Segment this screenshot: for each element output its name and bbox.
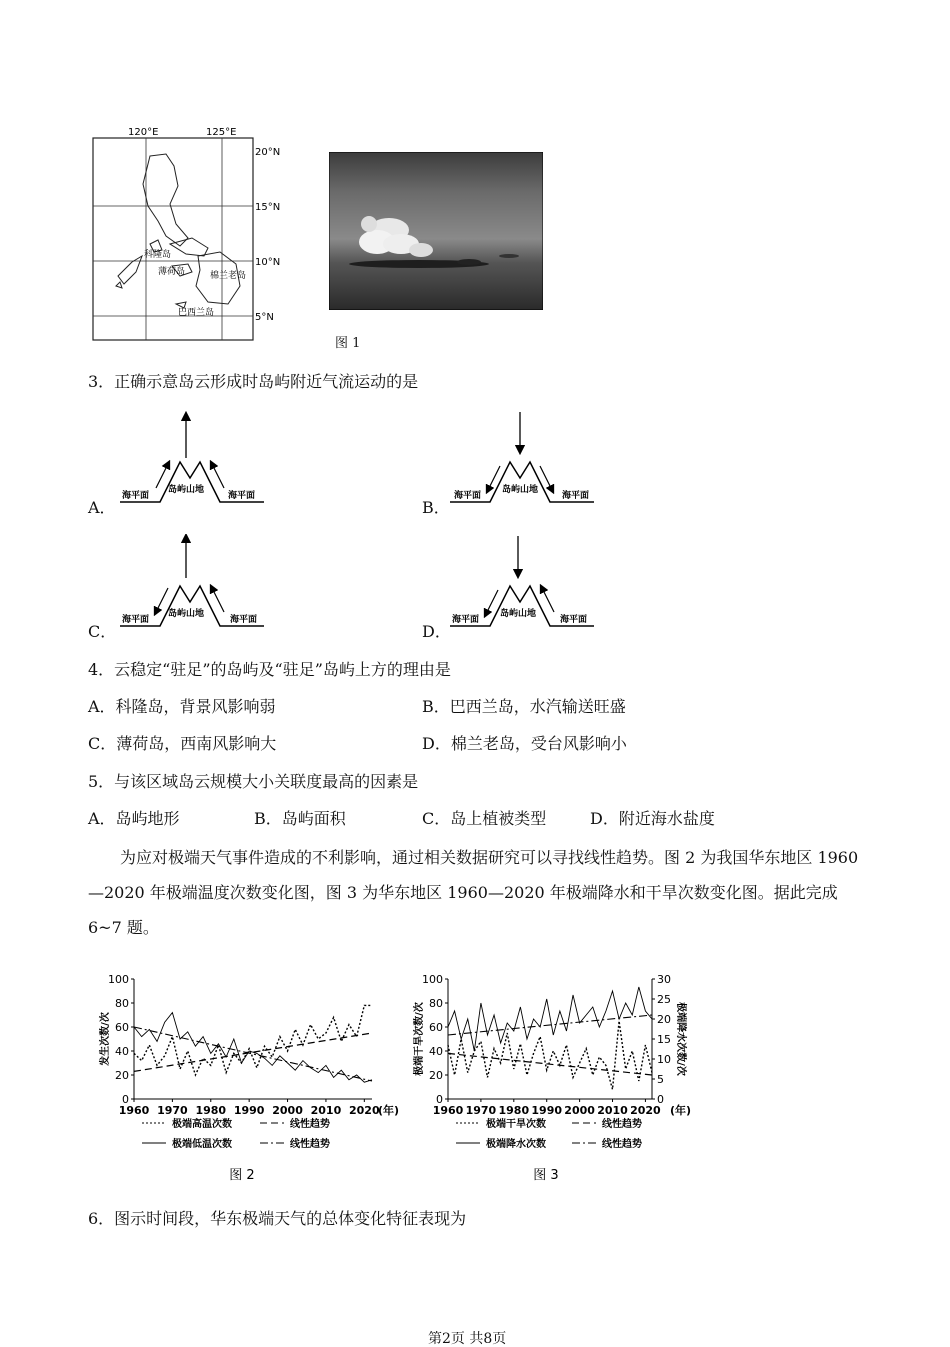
y2-tick-label: 20 bbox=[657, 1013, 671, 1026]
y-tick-label: 40 bbox=[429, 1045, 443, 1058]
lat-label-5: 5°N bbox=[255, 312, 274, 323]
q3-option-b-letter[interactable]: B． bbox=[422, 498, 450, 517]
y-tick-label: 80 bbox=[115, 997, 129, 1010]
y2-tick-label: 30 bbox=[657, 973, 671, 986]
sea-label-d2: 海平面 bbox=[560, 615, 588, 625]
y-tick-label: 60 bbox=[429, 1021, 443, 1034]
lon-label-120: 120°E bbox=[128, 127, 159, 138]
sea-label-c2: 海平面 bbox=[230, 615, 258, 625]
y-axis-title: 发生次数/次 bbox=[100, 1012, 111, 1066]
x-tick-label: 1980 bbox=[195, 1104, 227, 1117]
q5-option-c[interactable]: C．岛上植被类型 bbox=[422, 809, 547, 828]
figure1-map bbox=[88, 126, 308, 344]
y-tick-label: 60 bbox=[115, 1021, 129, 1034]
x-tick-label: 1990 bbox=[233, 1104, 265, 1117]
q3-option-c-letter[interactable]: C． bbox=[88, 622, 117, 641]
x-tick-label: 1970 bbox=[465, 1104, 497, 1117]
passage-text: 为应对极端天气事件造成的不利影响，通过相关数据研究可以寻找线性趋势。图 2 为我国华东地区 1960—2020 年极端温度次数变化图，图 3 为华东地区 1960—2020 年极端降水和干旱次数变化图。据此完成 6~7 题。 bbox=[88, 848, 859, 937]
x-tick-label: 2020 bbox=[630, 1104, 661, 1117]
y-tick-label: 0 bbox=[436, 1093, 443, 1106]
q3-option-d-letter[interactable]: D． bbox=[422, 622, 451, 641]
chart-caption: 图 2 bbox=[229, 1168, 255, 1183]
lat-label-15: 15°N bbox=[255, 202, 281, 213]
island-label-d: 岛屿山地 bbox=[500, 609, 537, 619]
place-coron: 科隆岛 bbox=[144, 250, 172, 260]
x-unit-label: (年) bbox=[378, 1104, 400, 1117]
legend-label-0: 极端高温次数 bbox=[172, 1119, 232, 1130]
y2-tick-label: 0 bbox=[657, 1093, 664, 1106]
y-tick-label: 80 bbox=[429, 997, 443, 1010]
q5-option-b[interactable]: B．岛屿面积 bbox=[254, 809, 346, 828]
y-tick-label: 0 bbox=[122, 1093, 129, 1106]
legend-label-1: 线性趋势 bbox=[602, 1119, 642, 1130]
series-line-2 bbox=[448, 987, 652, 1051]
lat-label-10: 10°N bbox=[255, 257, 281, 268]
legend-label-3: 线性趋势 bbox=[602, 1139, 642, 1150]
q4-option-d[interactable]: D．棉兰老岛，受台风影响小 bbox=[422, 734, 627, 753]
x-tick-label: 1960 bbox=[432, 1104, 464, 1117]
x-tick-label: 2010 bbox=[310, 1104, 342, 1117]
y2-tick-label: 25 bbox=[657, 993, 671, 1006]
q5-option-d[interactable]: D．附近海水盐度 bbox=[590, 809, 715, 828]
place-basilan: 巴西兰岛 bbox=[178, 308, 215, 318]
sea-label-a1: 海平面 bbox=[122, 491, 150, 501]
y-tick-label: 20 bbox=[429, 1069, 443, 1082]
x-tick-label: 2010 bbox=[597, 1104, 628, 1117]
series-line-1 bbox=[448, 1053, 652, 1075]
x-tick-label: 1960 bbox=[118, 1104, 150, 1117]
sea-label-d1: 海平面 bbox=[452, 615, 480, 625]
place-mindanao: 棉兰老岛 bbox=[210, 271, 247, 281]
q4-stem: 4．云稳定“驻足”的岛屿及“驻足”岛屿上方的理由是 bbox=[88, 660, 451, 679]
figure3-chart bbox=[408, 965, 708, 1191]
y2-axis-title: 极端降水次数/次 bbox=[675, 1002, 686, 1076]
q5-option-a[interactable]: A．岛屿地形 bbox=[88, 809, 180, 828]
q4-option-b[interactable]: B．巴西兰岛，水汽输送旺盛 bbox=[422, 697, 626, 716]
page-footer: 第2页 共8页 bbox=[428, 1331, 507, 1347]
legend-label-2: 极端降水次数 bbox=[486, 1139, 546, 1150]
x-tick-label: 1990 bbox=[531, 1104, 563, 1117]
x-tick-label: 2000 bbox=[272, 1104, 303, 1117]
q3-diagram-d[interactable] bbox=[448, 534, 608, 638]
sea-label-b2: 海平面 bbox=[562, 491, 590, 501]
x-tick-label: 1980 bbox=[498, 1104, 530, 1117]
sea-label-a2: 海平面 bbox=[228, 491, 256, 501]
lat-label-20: 20°N bbox=[255, 147, 281, 158]
y-tick-label: 20 bbox=[115, 1069, 129, 1082]
island-label-b: 岛屿山地 bbox=[502, 485, 539, 495]
y2-tick-label: 10 bbox=[657, 1053, 671, 1066]
series-line-0 bbox=[448, 1021, 652, 1089]
q4-option-a[interactable]: A．科隆岛，背景风影响弱 bbox=[88, 697, 276, 716]
legend-label-1: 线性趋势 bbox=[290, 1119, 330, 1130]
y-tick-label: 40 bbox=[115, 1045, 129, 1058]
x-unit-label: (年) bbox=[670, 1104, 692, 1117]
x-tick-label: 2020 bbox=[349, 1104, 380, 1117]
y-axis-title: 极端干旱次数/次 bbox=[414, 1002, 425, 1076]
lon-label-125: 125°E bbox=[206, 127, 237, 138]
q3-diagram-a[interactable] bbox=[118, 410, 278, 514]
legend-label-2: 极端低温次数 bbox=[172, 1139, 232, 1150]
island-label-a: 岛屿山地 bbox=[168, 485, 205, 495]
q5-stem: 5．与该区域岛云规模大小关联度最高的因素是 bbox=[88, 772, 419, 791]
series-line-2 bbox=[134, 1013, 372, 1083]
island-label-c: 岛屿山地 bbox=[168, 609, 205, 619]
q3-option-a-letter[interactable]: A． bbox=[88, 498, 116, 517]
legend-label-3: 线性趋势 bbox=[290, 1139, 330, 1150]
x-tick-label: 1970 bbox=[157, 1104, 188, 1117]
chart-caption: 图 3 bbox=[533, 1168, 559, 1183]
q3-diagram-b[interactable] bbox=[448, 410, 608, 514]
x-tick-label: 2000 bbox=[564, 1104, 595, 1117]
y2-tick-label: 15 bbox=[657, 1033, 671, 1046]
figure1-caption: 图 1 bbox=[335, 336, 361, 351]
q3-diagram-c[interactable] bbox=[118, 534, 278, 638]
q4-option-c[interactable]: C．薄荷岛，西南风影响大 bbox=[88, 734, 277, 753]
figure2-chart bbox=[90, 965, 410, 1191]
legend-label-0: 极端干旱次数 bbox=[486, 1119, 546, 1130]
q3-stem: 3．正确示意岛云形成时岛屿附近气流运动的是 bbox=[88, 372, 419, 391]
place-bohol: 薄荷岛 bbox=[158, 267, 186, 277]
series-line-3 bbox=[134, 1027, 372, 1081]
y-tick-label: 100 bbox=[422, 973, 443, 986]
y-tick-label: 100 bbox=[108, 973, 129, 986]
figure1-photo bbox=[329, 152, 543, 310]
q6-stem: 6．图示时间段，华东极端天气的总体变化特征表现为 bbox=[88, 1209, 467, 1228]
sea-label-b1: 海平面 bbox=[454, 491, 482, 501]
y2-tick-label: 5 bbox=[657, 1073, 664, 1086]
sea-label-c1: 海平面 bbox=[122, 615, 150, 625]
